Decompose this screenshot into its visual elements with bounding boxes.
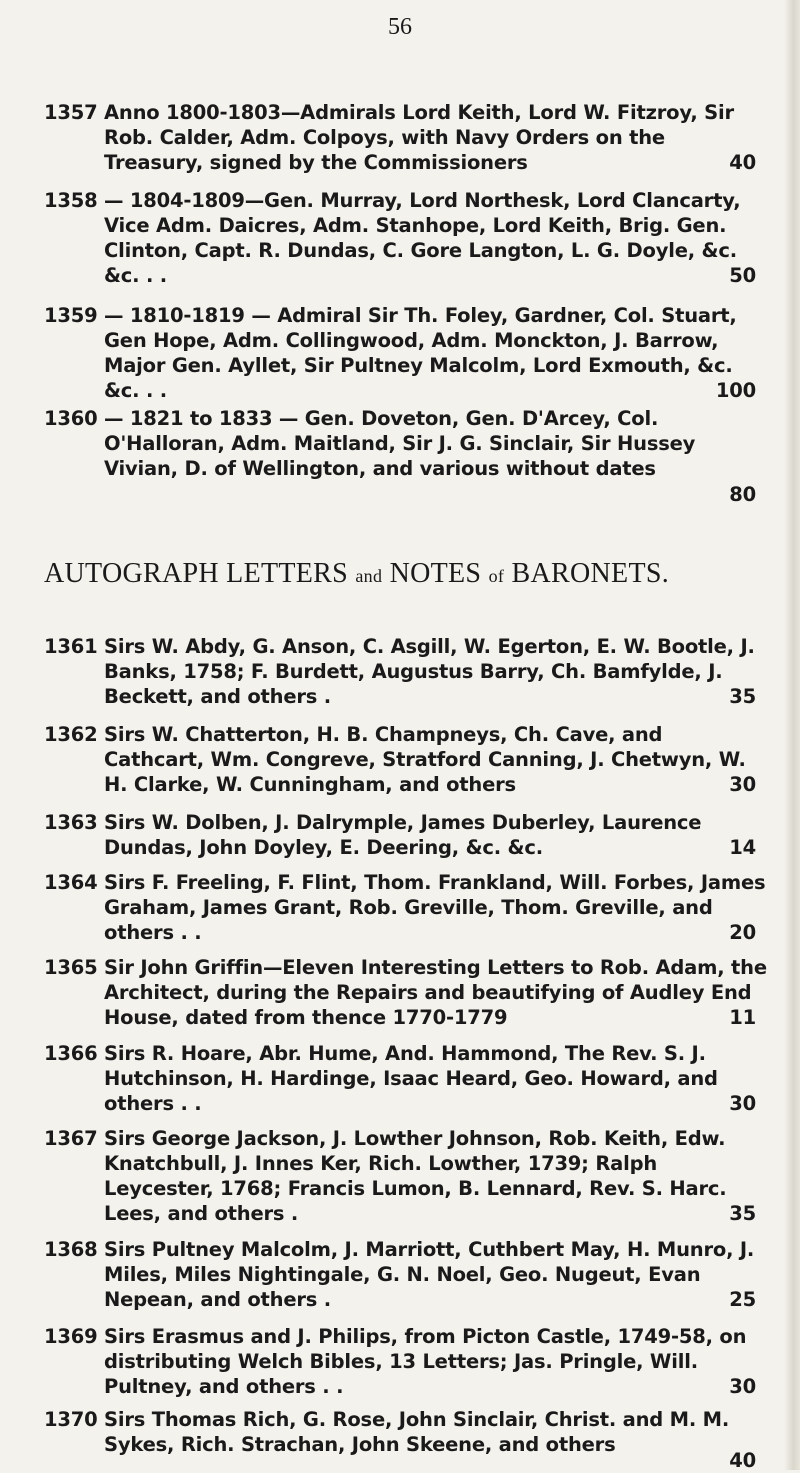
heading-part1: AUTOGRAPH LETTERS [44,558,349,589]
entry-1361 [44,634,784,709]
price: 50 [729,264,756,287]
lot-number: 1364 [44,871,98,894]
entry-text: — 1810-1819 — Admiral Sir Th. Foley, Gardner, Col. Stuart, Gen Hope, Adm. Collingwood, Adm. Monckton, J. Barrow, Major Gen. Ayllet, Sir Pultney Malcolm, Lord Exmouth, &c. &c. . . [104,304,737,402]
entry-text: Sirs R. Hoare, Abr. Hume, And. Hammond, The Rev. S. J. Hutchinson, H. Hardinge, Isaac Heard, Geo. Howard, and others . . [104,1042,718,1115]
entry-1365 [44,955,784,1030]
lot-number: 1359 [44,304,98,327]
entry-1366 [44,1041,784,1116]
lot-number: 1368 [44,1238,98,1261]
entry-text: Sirs Erasmus and J. Philips, from Picton Castle, 1749-58, on distributing Welch Bibles, 13 Letters; Jas. Pringle, Will. Pultney, and others . . [104,1325,747,1398]
entry-text: — 1804-1809—Gen. Murray, Lord Northesk, Lord Clancarty, Vice Adm. Daicres, Adm. Stanhope, Lord Keith, Brig. Gen. Clinton, Capt. R. Dundas, C. Gore Langton, L. G. Doyle, &c. &c. . . [104,189,741,287]
entry-1363 [44,810,784,860]
price: 35 [729,1202,756,1225]
entry-text: Anno 1800-1803—Admirals Lord Keith, Lord W. Fitzroy, Sir Rob. Calder, Adm. Colpoys, with Navy Orders on the Treasury, signed by the Commissioners [104,101,734,174]
price: 30 [729,1375,756,1398]
entry-1364 [44,870,784,945]
lot-number: 1358 [44,189,98,212]
entry-text: Sirs F. Freeling, F. Flint, Thom. Frankland, Will. Forbes, James Graham, James Grant, Rob. Greville, Thom. Greville, and others . . [104,871,766,944]
price: 80 [729,483,756,506]
entry-1357 [44,100,784,175]
lot-number: 1369 [44,1325,98,1348]
entry-text: Sirs W. Dolben, J. Dalrymple, James Duberley, Laurence Dundas, John Doyley, E. Deering, &c. &c. [104,811,702,859]
entry-1368 [44,1237,784,1312]
entry-1362 [44,722,784,797]
heading-and: and [355,566,383,586]
entry-1370 [44,1407,784,1472]
price: 40 [729,1449,756,1472]
entry-1360 [44,406,784,506]
page-number: 56 [388,14,412,40]
price: 30 [729,773,756,796]
price: 11 [729,1006,756,1029]
entry-text: Sirs George Jackson, J. Lowther Johnson, Rob. Keith, Edw. Knatchbull, J. Innes Ker, Rich. Lowther, 1739; Ralph Leycester, 1768; Francis Lumon, B. Lennard, Rev. S. Harc. Lees, and others . [104,1127,727,1225]
lot-number: 1361 [44,635,98,658]
price: 20 [729,921,756,944]
price: 25 [729,1288,756,1311]
lot-number: 1365 [44,956,98,979]
lot-number: 1370 [44,1408,98,1431]
section-heading [44,558,784,590]
heading-part2: NOTES [389,558,482,589]
price: 30 [729,1092,756,1115]
heading-part3: BARONETS. [511,558,670,589]
entry-1359 [44,303,784,403]
entry-1367 [44,1126,784,1226]
price: 100 [715,379,756,402]
entry-text: Sirs W. Chatterton, H. B. Champneys, Ch. Cave, and Cathcart, Wm. Congreve, Stratford Canning, J. Chetwyn, W. H. Clarke, W. Cunningham, and others [104,723,746,796]
entry-text: Sirs Pultney Malcolm, J. Marriott, Cuthbert May, H. Munro, J. Miles, Miles Nightingale, G. N. Noel, Geo. Nugeut, Evan Nepean, and others . [104,1238,755,1311]
heading-of: of [488,566,505,586]
lot-number: 1362 [44,723,98,746]
entry-text: Sir John Griffin—Eleven Interesting Letters to Rob. Adam, the Architect, during the Repairs and beautifying of Audley End House, dated from thence 1770-1779 [104,956,767,1029]
entry-1369 [44,1324,784,1399]
lot-number: 1357 [44,101,98,124]
page-edge [784,0,800,1470]
lot-number: 1367 [44,1127,98,1150]
entry-text: Sirs Thomas Rich, G. Rose, John Sinclair, Christ. and M. M. Sykes, Rich. Strachan, John Skeene, and others [104,1408,730,1456]
price: 35 [729,685,756,708]
price: 14 [729,836,756,859]
lot-number: 1360 [44,407,98,430]
entry-1358 [44,188,784,288]
lot-number: 1363 [44,811,98,834]
lot-number: 1366 [44,1042,98,1065]
entry-text: — 1821 to 1833 — Gen. Doveton, Gen. D'Arcey, Col. O'Halloran, Adm. Maitland, Sir J. G. Sinclair, Sir Hussey Vivian, D. of Wellington, and various without dates [104,407,696,480]
price: 40 [729,151,756,174]
entry-text: Sirs W. Abdy, G. Anson, C. Asgill, W. Egerton, E. W. Bootle, J. Banks, 1758; F. Burdett, Augustus Barry, Ch. Bamfylde, J. Beckett, and others . [104,635,755,708]
